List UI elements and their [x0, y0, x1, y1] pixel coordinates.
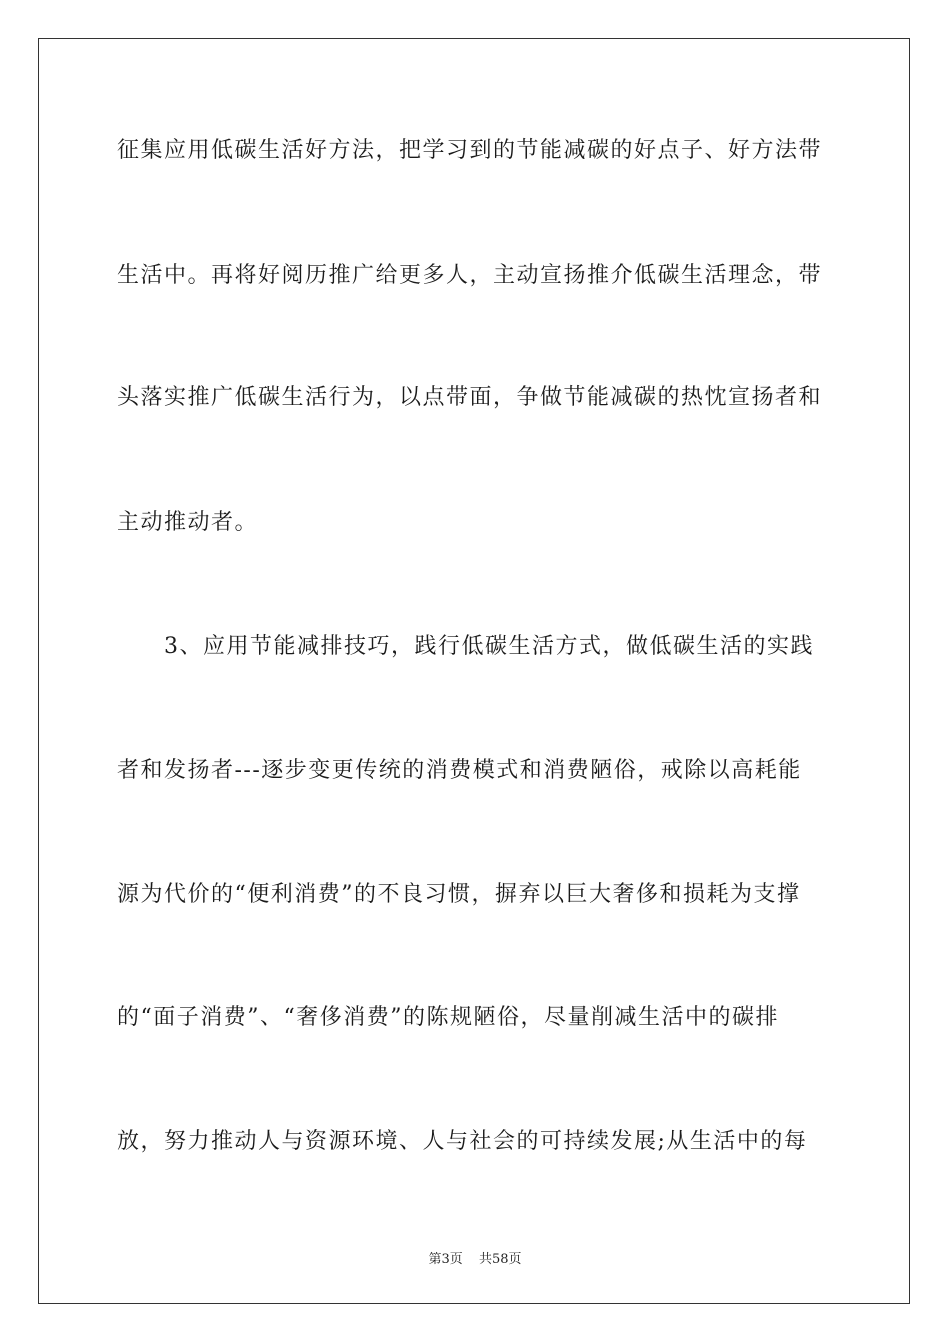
- paragraph-line-8: 的“面子消费”、“奢侈消费”的陈规陋俗，尽量削减生活中的碳排: [117, 1005, 779, 1030]
- paragraph-line-1: 征集应用低碳生活好方法，把学习到的节能减碳的好点子、好方法带: [117, 138, 823, 163]
- page-footer: [0, 1248, 950, 1267]
- page-number: 第3页: [428, 1252, 463, 1267]
- paragraph-line-6: 者和发扬者---逐步变更传统的消费模式和消费陋俗，戒除以高耗能: [117, 758, 802, 783]
- paragraph-line-4: 主动推动者。: [117, 510, 259, 535]
- paragraph-line-3: 头落实推广低碳生活行为，以点带面，争做节能减碳的热忱宣扬者和: [117, 385, 823, 410]
- paragraph-line-7: 源为代价的“便利消费”的不良习惯，摒弃以巨大奢侈和损耗为支撑: [117, 882, 801, 907]
- page-total: 共58页: [478, 1252, 522, 1267]
- paragraph-line-2: 生活中。再将好阅历推广给更多人，主动宣扬推介低碳生活理念，带: [117, 263, 823, 288]
- paragraph-line-5: 3、应用节能减排技巧，践行低碳生活方式，做低碳生活的实践: [164, 634, 814, 659]
- paragraph-line-9: 放，努力推动人与资源环境、人与社会的可持续发展;从生活中的每: [117, 1129, 808, 1154]
- page-border: [38, 38, 910, 1304]
